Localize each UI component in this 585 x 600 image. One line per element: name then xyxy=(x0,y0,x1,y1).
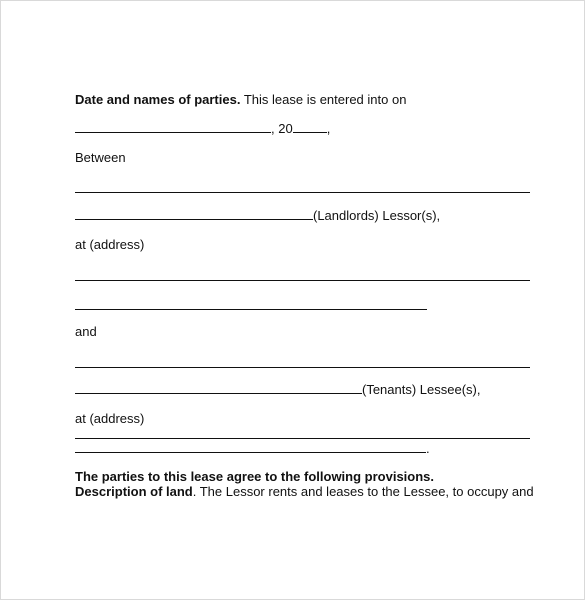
lessee-address-label: at (address) xyxy=(75,411,145,426)
lessor-address-rule-2 xyxy=(75,309,427,310)
date-end-text: , xyxy=(326,121,331,136)
description-heading: Description of land xyxy=(75,484,193,499)
lessor-name-rule xyxy=(75,192,530,193)
landlords-label: (Landlords) Lessor(s), xyxy=(313,208,441,223)
period-text: . xyxy=(426,441,430,456)
lessor-address-rule-1 xyxy=(75,280,530,281)
date-suffix-text: , 20 xyxy=(271,121,293,136)
and-label: and xyxy=(75,324,97,339)
description-text: . The Lessor rents and leases to the Lessee, to occupy and xyxy=(192,484,534,499)
tenants-line xyxy=(75,382,481,398)
year-blank xyxy=(293,121,327,133)
date-and-parties-line xyxy=(75,92,406,108)
landlords-line xyxy=(75,208,440,224)
lessee-address-line-2 xyxy=(75,441,430,457)
date-blank xyxy=(75,121,271,133)
lessee-address-blank xyxy=(75,441,426,453)
between-label: Between xyxy=(75,150,126,165)
description-line xyxy=(75,484,534,500)
provisions-heading-text: The parties to this lease agree to the following provisions. xyxy=(75,469,435,484)
provisions-heading xyxy=(75,469,434,485)
lease-entered-text: This lease is entered into on xyxy=(240,92,407,107)
date-parties-heading: Date and names of parties. xyxy=(75,92,241,107)
date-blank-line xyxy=(75,121,330,137)
lessee-address-rule-1 xyxy=(75,438,530,439)
tenants-label: (Tenants) Lessee(s), xyxy=(362,382,481,397)
tenants-blank xyxy=(75,382,362,394)
lessee-name-rule xyxy=(75,367,530,368)
landlords-blank xyxy=(75,208,313,220)
lessor-address-label: at (address) xyxy=(75,237,145,252)
